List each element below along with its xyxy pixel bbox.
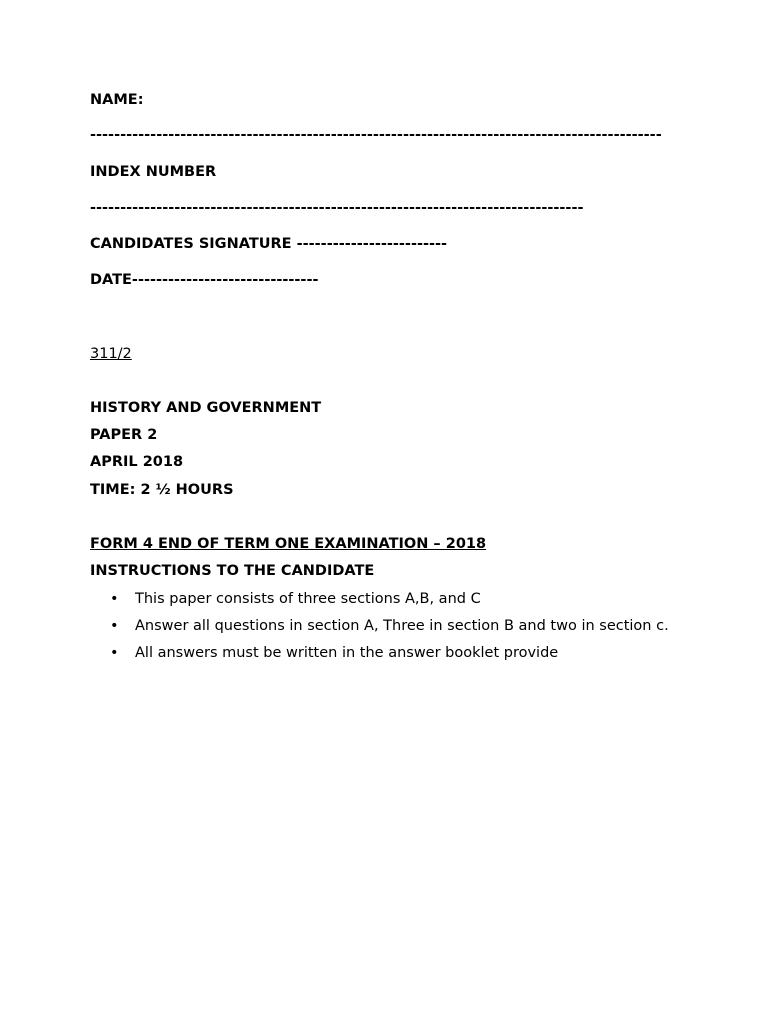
paper-code: 311/2 — [90, 346, 132, 362]
exam-date: APRIL 2018 — [90, 454, 184, 470]
instruction-text: This paper consists of three sections A,B, and C — [135, 591, 481, 607]
exam-duration: TIME: 2 ½ HOURS — [90, 482, 234, 498]
name-answer-line: ----------------------------------------------------------------------------------------------- — [90, 127, 662, 143]
bullet-icon: • — [110, 618, 119, 634]
instruction-item — [110, 618, 669, 634]
index-number-answer-line: ---------------------------------------------------------------------------------- — [90, 200, 584, 216]
bullet-icon: • — [110, 591, 119, 607]
exam-title: FORM 4 END OF TERM ONE EXAMINATION – 2018 — [90, 536, 487, 552]
paper-number: PAPER 2 — [90, 427, 158, 443]
subject-title: HISTORY AND GOVERNMENT — [90, 400, 322, 416]
instruction-text: Answer all questions in section A, Three in section B and two in section c. — [135, 618, 669, 634]
index-number-label: INDEX NUMBER — [90, 164, 217, 180]
candidate-signature-field: CANDIDATES SIGNATURE ------------------------- — [90, 236, 448, 252]
instruction-item — [110, 591, 481, 607]
instruction-item — [110, 645, 558, 661]
bullet-icon: • — [110, 645, 119, 661]
instruction-text: All answers must be written in the answer booklet provide — [135, 645, 559, 661]
name-label: NAME: — [90, 92, 144, 108]
date-field: DATE------------------------------- — [90, 272, 319, 288]
instructions-heading: INSTRUCTIONS TO THE CANDIDATE — [90, 563, 375, 579]
